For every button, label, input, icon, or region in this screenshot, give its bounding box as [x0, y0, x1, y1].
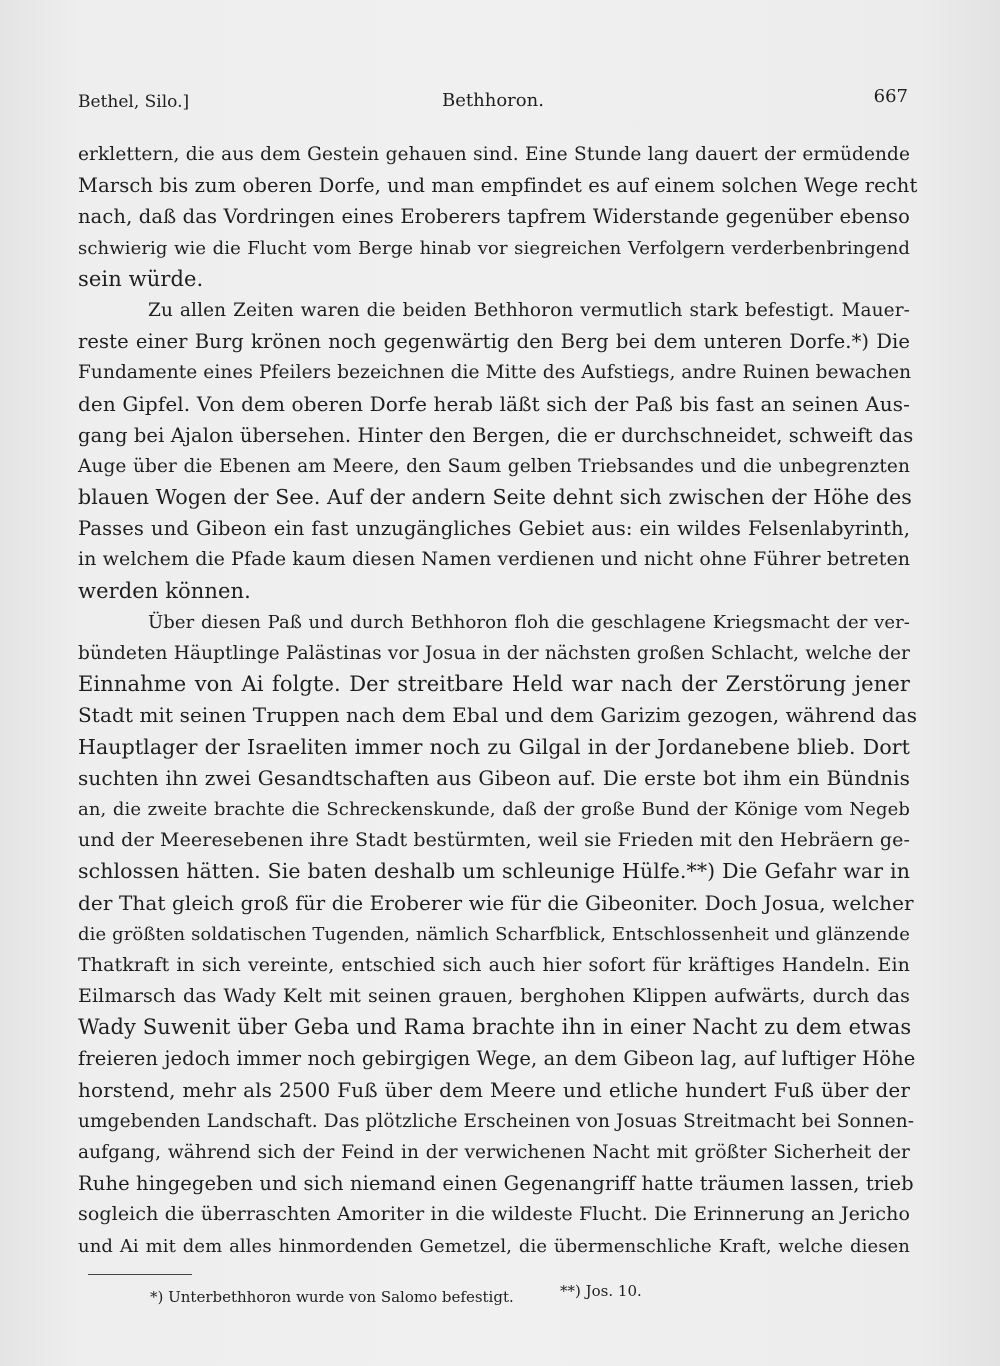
text-line: Eilmarsch das Wady Kelt mit seinen grauen, berghohen Klippen aufwärts, durch das: [78, 985, 910, 1008]
footnotes: [150, 1282, 670, 1312]
text-line: sogleich die überraschten Amoriter in die wildeste Flucht. Die Erinnerung an Jericho: [78, 1203, 910, 1226]
text-line: an, die zweite brachte die Schreckenskunde, daß der große Bund der Könige vom Negeb: [78, 798, 910, 820]
text-line: gang bei Ajalon übersehen. Hinter den Bergen, die er durchschneidet, schweift das: [78, 423, 914, 447]
text-line: erklettern, die aus dem Gestein gehauen sind. Eine Stunde lang dauert der ermüdende: [78, 144, 910, 165]
text-line: schlossen hätten. Sie baten deshalb um schleunige Hülfe.**) Die Gefahr war in: [78, 859, 910, 884]
text-line: sein würde.: [78, 266, 204, 291]
text-line: freieren jedoch immer noch gebirgigen Wege, an dem Gibeon lag, auf luftiger Höhe: [78, 1047, 916, 1071]
text-line: horstend, mehr als 2500 Fuß über dem Meere und etliche hundert Fuß über der: [78, 1077, 910, 1102]
text-line: Wady Suwenit über Geba und Rama brachte ihn in einer Nacht zu dem etwas: [78, 1015, 912, 1040]
text-line: Ruhe hingegeben und sich niemand einen Gegenangriff hatte träumen lassen, trieb: [78, 1172, 914, 1196]
page-number: 667: [873, 86, 908, 107]
text-line: Marsch bis zum oberen Dorfe, und man empfindet es auf einem solchen Wege recht: [78, 174, 918, 198]
text-line: Auge über die Ebenen am Meere, den Saum gelben Triebsandes und die unbegrenzten: [78, 455, 910, 477]
text-line: Thatkraft in sich vereinte, entschied sich auch hier sofort für kräftiges Handeln. Ein: [78, 953, 910, 976]
header-section-ref: Bethel, Silo.]: [78, 92, 190, 112]
body-text: [78, 139, 918, 1262]
text-line: Einnahme von Ai folgte. Der streitbare Held war nach der Zerstörung jener: [78, 672, 910, 697]
text-line: nach, daß das Vordringen eines Eroberers tapfrem Widerstande gegenüber ebenso: [78, 205, 910, 229]
text-line: schwierig wie die Flucht vom Berge hinab vor siegreichen Verfolgern verderbenbringend: [78, 237, 910, 259]
text-line: in welchem die Pfade kaum diesen Namen verdienen und nicht ohne Führer betreten: [78, 548, 911, 571]
text-line: Fundamente eines Pfeilers bezeichnen die Mitte des Aufstiegs, andre Ruinen bewachen: [78, 362, 912, 384]
text-line: Hauptlager der Israeliten immer noch zu Gilgal in der Jordanebene blieb. Dort: [78, 734, 910, 759]
footnote-1: *) Unterbethhoron wurde von Salomo befestigt.: [150, 1288, 514, 1306]
text-line: der That gleich groß für die Eroberer wie für die Gibeoniter. Doch Josua, welcher: [78, 890, 914, 915]
running-header: [78, 86, 908, 116]
text-line: Stadt mit seinen Truppen nach dem Ebal und dem Garizim gezogen, während das: [78, 703, 918, 728]
footnote-2: **) Jos. 10.: [560, 1282, 642, 1300]
text-line: Zu allen Zeiten waren die beiden Bethhoron vermutlich stark befestigt. Mauer-: [148, 299, 910, 321]
text-line: werden können.: [78, 578, 251, 603]
text-line: Über diesen Paß und durch Bethhoron floh die geschlagene Kriegsmacht der ver-: [148, 611, 910, 633]
text-line: suchten ihn zwei Gesandtschaften aus Gibeon auf. Die erste bot ihm ein Bündnis: [78, 765, 910, 790]
text-line: und der Meeresebenen ihre Stadt bestürmten, weil sie Frieden mit den Hebräern ge-: [78, 829, 910, 852]
text-line: die größten soldatischen Tugenden, nämlich Scharfblick, Entschlossenheit und glänzende: [78, 923, 910, 945]
text-line: den Gipfel. Von dem oberen Dorfe herab läßt sich der Paß bis fast an seinen Aus-: [78, 391, 910, 416]
footnote-rule: [88, 1274, 192, 1275]
text-line: aufgang, während sich der Feind in der verwichenen Nacht mit größter Sicherheit der: [78, 1142, 910, 1163]
text-line: umgebenden Landschaft. Das plötzliche Erscheinen von Josuas Streitmacht bei Sonnen-: [78, 1110, 915, 1132]
text-line: und Ai mit dem alles hinmordenden Gemetzel, die übermenschliche Kraft, welche diesen: [78, 1235, 910, 1257]
header-title: Bethhoron.: [442, 90, 544, 111]
text-line: Passes und Gibeon ein fast unzugängliches Gebiet aus: ein wildes Felsenlabyrinth,: [78, 517, 910, 541]
text-line: reste einer Burg krönen noch gegenwärtig den Berg bei dem unteren Dorfe.*) Die: [78, 330, 910, 354]
text-line: blauen Wogen der See. Auf der andern Seite dehnt sich zwischen der Höhe des: [78, 485, 912, 510]
text-line: bündeten Häuptlinge Palästinas vor Josua in der nächsten großen Schlacht, welche der: [78, 643, 910, 664]
